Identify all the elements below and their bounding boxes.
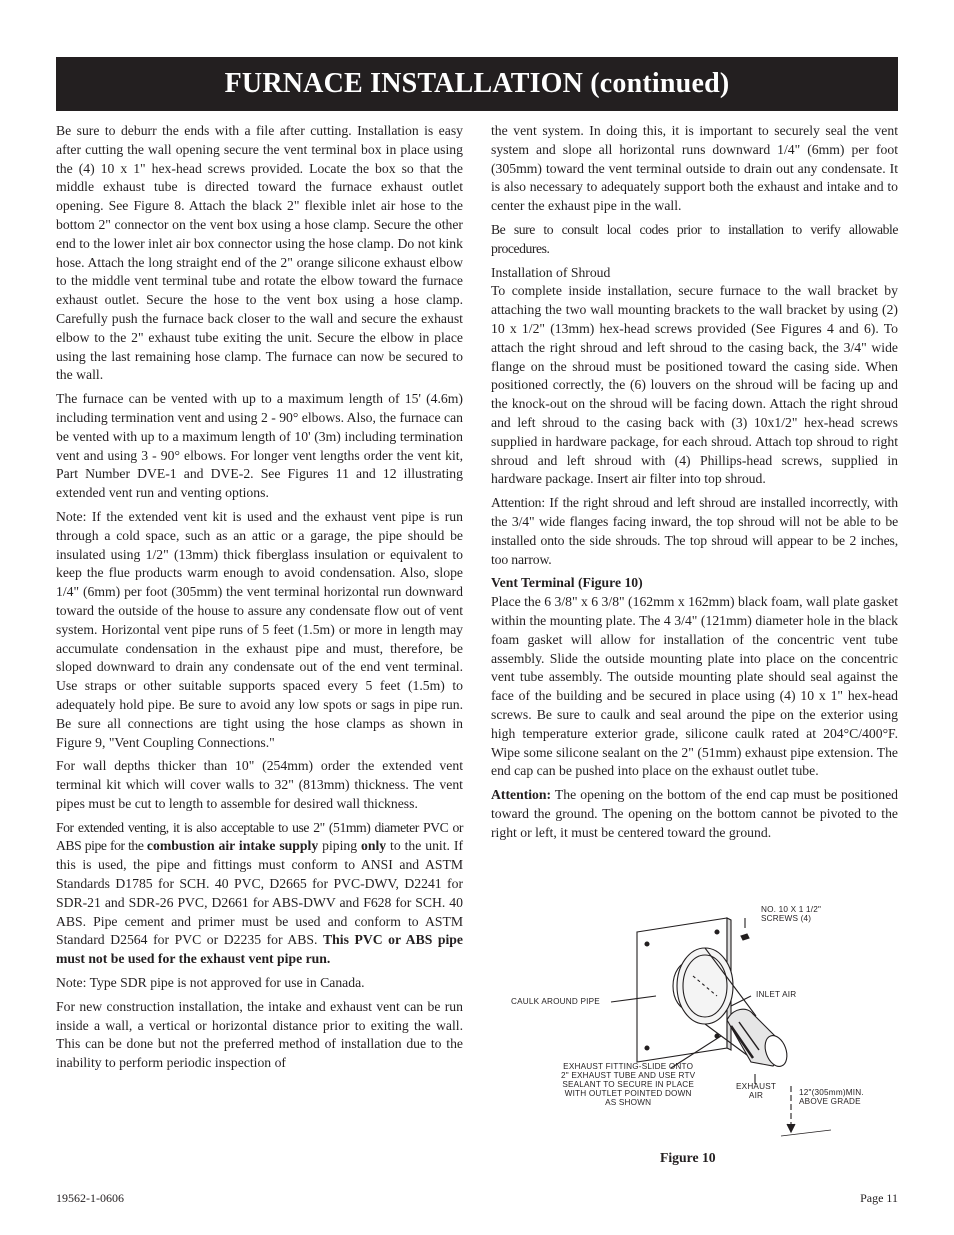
bold-text: combustion air intake supply [146,838,319,854]
paragraph [56,819,463,969]
bold-text: only [361,838,387,854]
label-min-above-grade: 12"(305mm)MIN. ABOVE GRADE [799,1088,864,1106]
paragraph: Be sure to consult local codes prior to installation to verify allowable procedures. [491,221,898,256]
text-run: to the unit. If this is used, the pipe and fittings must conform to ANSI and ASTM Standards D1785 for SCH. 40 PVC, D2665 for PVC-DWV, D2241 for SDR-21 and SDR-26 PVC, D2661 for ABS-DWV and F628 for SCH. 40 ABS. Pipe cement and primer must be used and conform to ASTM Standard D2564 for PVC or D2235 for ABS. [56,838,463,948]
label-exhaust-fitting: EXHAUST FITTING-SLIDE ONTO 2" EXHAUST TUBE AND USE RTV SEALANT TO SECURE IN PLACE WITH OUTLET POINTED DOWN AS SHOWN [561,1062,696,1107]
label-exhaust-air: EXHAUST AIR [736,1082,777,1100]
paragraph: For new construction installation, the intake and exhaust vent can be run inside a wall, a vertical or horizontal distance prior to exiting the wall. This can be done but not the preferred method of installation due to the inability to perform periodic inspection of [56,998,463,1071]
paragraph: Note: Type SDR pipe is not approved for use in Canada. [56,975,365,991]
page-title: FURNACE INSTALLATION (continued) [224,68,730,99]
paragraph: To complete inside installation, secure furnace to the wall bracket by attaching the two wall mounting brackets to the wall bracket by using (2) 10 x 1/2" (13mm) hex-head screws provided (See Figures 4 and 6). To attach the right shroud and left shroud to the casing back, the 3/4" wide flange on the shroud must be positioned toward the casing side. When positioned correctly, the (6) louvers on the shroud will be facing up and the knock-out on the shroud will be facing down. Attach the right shroud and left shroud to the casing back with (3) 10x1/2" hex-head screws supplied in hardware package, for each shroud. Attach top shroud to right shroud and left shroud with (4) Phillips-head screws, supplied in hardware package. Insert air filter into top shroud. [491,283,898,487]
paragraph: Attention: If the right shroud and left shroud are installed incorrectly, with the 3/4" wide flanges facing inward, the top shroud will not be able to be installed onto the side shrouds. The top shroud will appear to be 2 inches, too narrow. [491,495,898,567]
right-column [491,122,898,847]
bold-text: Attention: [491,787,552,803]
text-run: piping [318,838,361,854]
figure-10 [491,898,898,1158]
section-header [56,57,898,111]
paragraph: The furnace can be vented with up to a maximum length of 15' (4.6m) including termination vent and using 2 - 90° elbows. Also, the furnace can be vented with up to a maximum length of 10' (3m) including termination vent and using 3 - 90° elbows. For longer vent lengths order the vent kit, Part Number DVE-1 and DVE-2. See Figures 11 and 12 illustrating extended vent run and venting options. [56,391,463,501]
left-column [56,122,463,1078]
text-run: For extended venting, it is also acceptable to use 2" (51mm) diameter PVC or ABS pipe for the [56,819,463,854]
figure-caption: Figure 10 [660,1150,716,1165]
label-caulk-around-pipe: CAULK AROUND PIPE [511,997,600,1006]
screw [741,934,749,940]
paragraph [491,786,898,842]
paragraph: the vent system. In doing this, it is important to securely seal the vent system and slope all horizontal runs downward 1/4" (6mm) per foot (305mm) toward the vent terminal outside to drain out any condensate. It is also necessary to adequately support both the exhaust and intake and to center the exhaust pipe in the wall. [491,123,898,214]
subheading: Installation of Shroud [491,264,611,280]
label-inlet-air: INLET AIR [756,990,797,999]
bold-text: This PVC or ABS pipe must not be used for the exhaust vent pipe run. [56,932,463,967]
text-run: The opening on the bottom of the end cap must be positioned toward the ground. The opening on the bottom cannot be pivoted to the right or left, it must be centered toward the ground. [491,787,898,840]
label-screws: NO. 10 X 1 1/2" SCREWS (4) [761,905,822,923]
vent-terminal-diagram [491,898,898,1158]
paragraph: For wall depths thicker than 10" (254mm) order the extended vent terminal kit which will cover walls to 32" (813mm) thickness. The vent pipes must be cut to length to assemble for desired wall thickness. [56,758,463,811]
paragraph: Be sure to deburr the ends with a file after cutting. Installation is easy after cutting the wall opening secure the vent terminal box in place using the (4) 10 x 1" hex-head screws provided. Locate the box so that the middle exhaust tube is directed toward the furnace exhaust outlet opening. See Figure 8. Attach the black 2" flexible inlet air hose to the bottom 2" connector on the vent box using a hose clamp. Secure the other end to the lower inlet air box connector using the hose clamp. Do not kink hose. Attach the long straight end of the 2" orange silicone exhaust elbow to the middle vent terminal tube and rotate the elbow toward the furnace exhaust outlet. Secure the hose to the vent box using a hose clamp. Carefully push the furnace back closer to the wall and secure the exhaust elbow to the 2" exhaust tube exiting the unit. Secure the elbow in place using the last remaining hose clamp. The furnace can now be secured to the wall. [56,123,463,383]
paragraph: Place the 6 3/8" x 6 3/8" (162mm x 162mm) black foam, wall plate gasket within the mounting plate. The 4 3/4" (121mm) diameter hole in the black foam gasket will allow for installation of the concentric vent tube assembly. Slide the outside mounting plate into place on the concentric vent tube assembly. The outside mounting plate should seal against the face of the building and be secured in place using (4) 10 x 1" hex-head screws. Be sure to caulk and seal around the pipe on the exterior using high temperature exterior grade, silicone caulk rated at 204°C/400°F. Wipe some silicone sealant on the 2" (51mm) exhaust pipe extension. The end cap can be pushed into place on the exhaust outlet tube. [491,594,898,779]
subheading: Vent Terminal (Figure 10) [491,575,643,591]
document-number: 19562-1-0606 [56,1191,124,1205]
paragraph: Note: If the extended vent kit is used and the exhaust vent pipe is run through a cold space, such as an attic or a garage, the pipe should be insulated using 1/2" (13mm) thick fiberglass insulation or equivalent to keep the flue products warm enough to avoid condensation. Also, slope 1/4" (6mm) per foot (305mm) the vent terminal horizontal run downward toward the outside of the house to assure any condensate flow out of vent system. Horizontal vent pipe runs of 5 feet (1.5m) or more in length may accumulate condensation in the exhaust pipe and must, therefore, be sloped downward to drain any condensate out of the end vent terminal. Use straps or other suitable supports spaced every 5 feet (1.5m) to adequately hold pipe. Be sure to avoid any low spots or sags in pipe run. Be sure all connections are tight using the hose clamps as shown in Figure 9, "Vent Coupling Connections." [56,508,463,750]
page-number: Page 11 [860,1191,898,1205]
